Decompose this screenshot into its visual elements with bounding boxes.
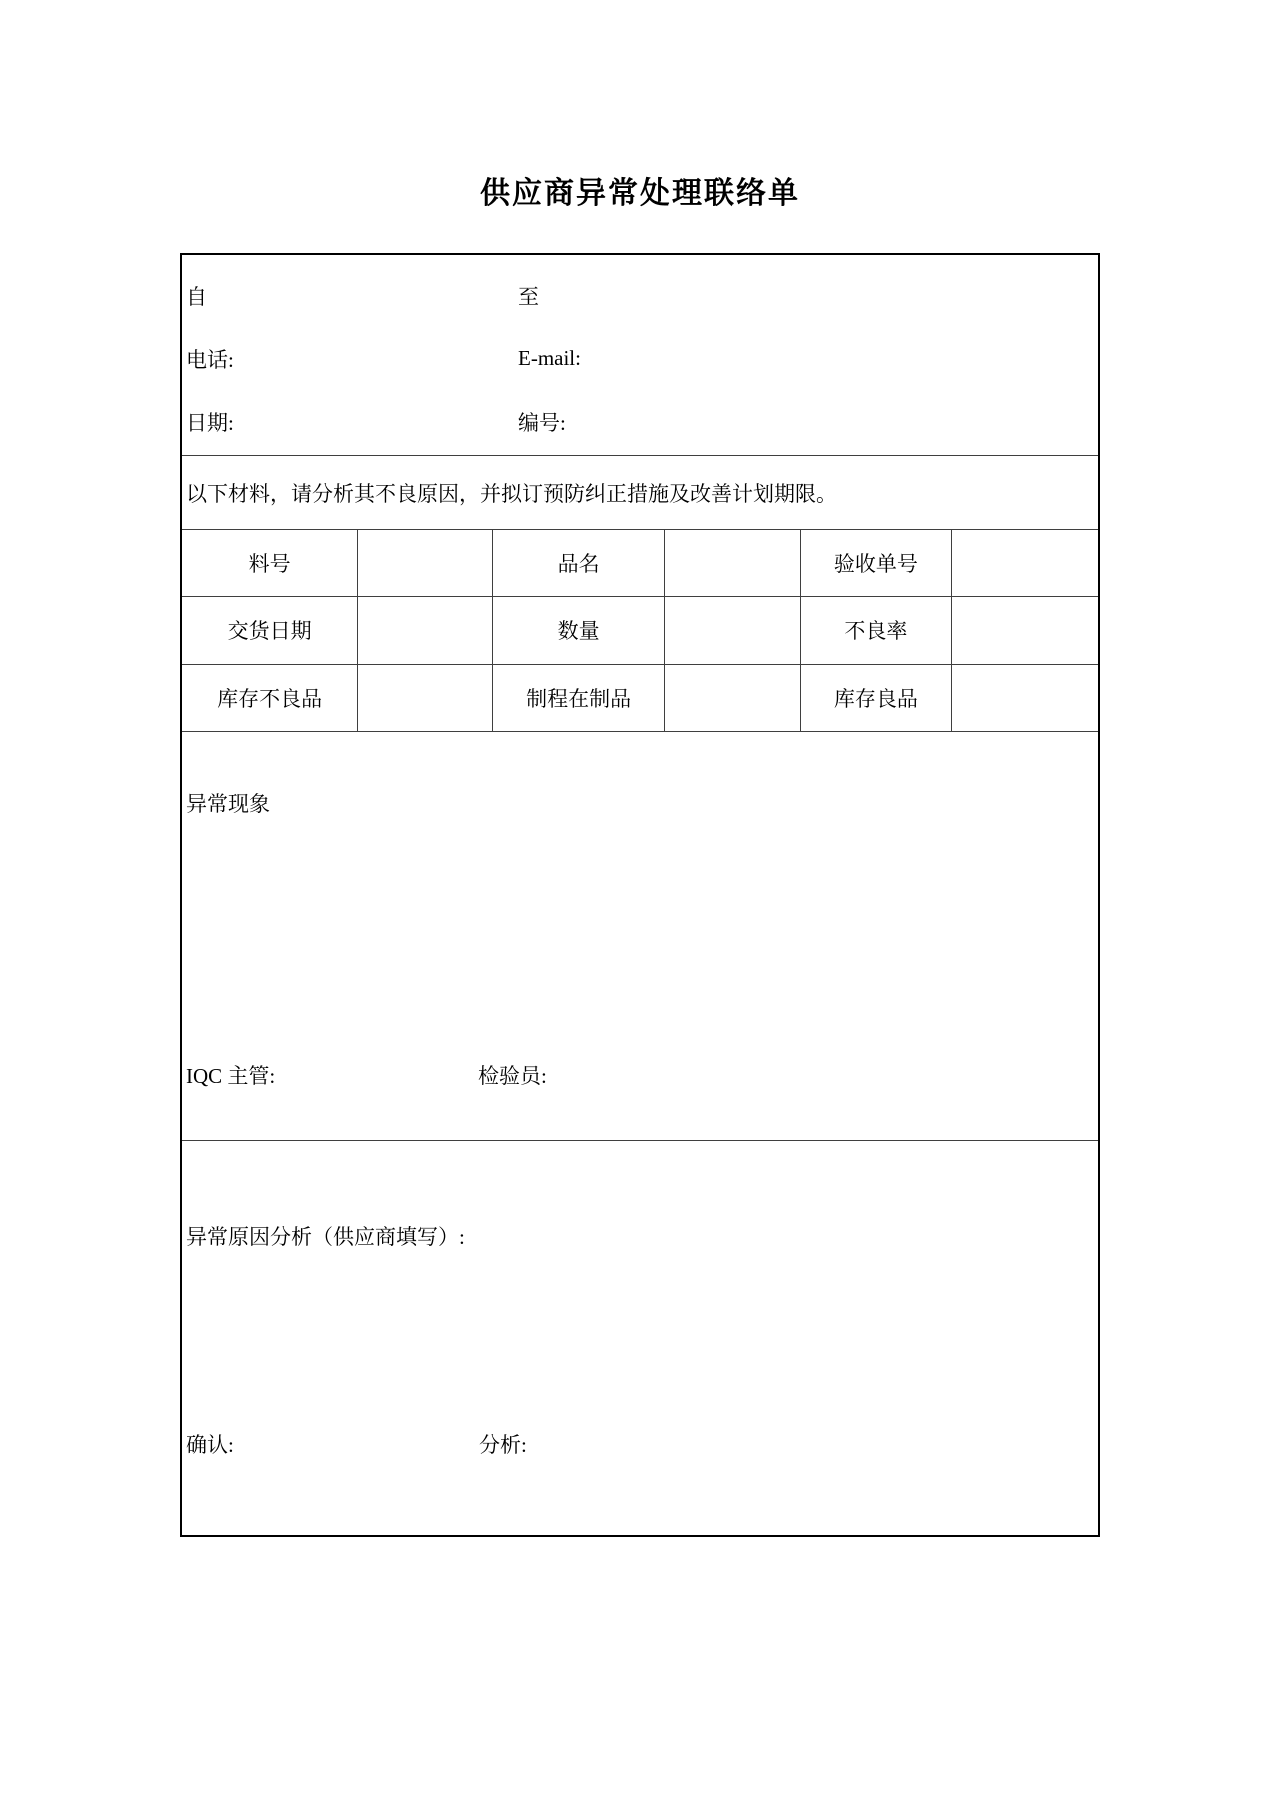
stock-defective-value-cell[interactable] — [358, 664, 493, 731]
contact-header-section[interactable] — [182, 255, 1098, 455]
supplier-exception-form — [180, 253, 1100, 1537]
confirm-label: 确认: — [186, 1433, 234, 1457]
material-info-grid — [182, 530, 1098, 731]
material-no-value-cell[interactable] — [358, 530, 493, 597]
cause-analysis-section[interactable] — [182, 1140, 1098, 1535]
phone-label: 电话: — [186, 347, 234, 372]
email-label: E-mail: — [518, 346, 581, 370]
table-row — [182, 530, 1098, 597]
defect-rate-value-cell[interactable] — [951, 597, 1098, 664]
abnormal-phenomenon-section[interactable] — [182, 731, 1098, 1140]
material-no-label: 料号 — [182, 530, 358, 597]
analyze-label: 分析: — [479, 1433, 527, 1457]
instruction-section — [182, 455, 1098, 529]
stock-good-label: 库存良品 — [800, 664, 951, 731]
acceptance-no-value-cell[interactable] — [951, 530, 1098, 597]
stock-defective-label: 库存不良品 — [182, 664, 358, 731]
quantity-value-cell[interactable] — [665, 597, 801, 664]
delivery-date-value-cell[interactable] — [358, 597, 493, 664]
from-to-row — [182, 264, 1098, 327]
quantity-label: 数量 — [493, 597, 665, 664]
abnormal-phenomenon-label: 异常现象 — [186, 792, 270, 816]
phone-email-row — [182, 327, 1098, 390]
inspector-label: 检验员: — [478, 1064, 547, 1088]
date-label: 日期: — [186, 410, 234, 435]
instruction-text: 以下材料，请分析其不良原因，并拟订预防纠正措施及改善计划期限。 — [186, 481, 837, 506]
table-row — [182, 664, 1098, 731]
code-label: 编号: — [518, 410, 566, 435]
from-label: 自 — [186, 284, 207, 309]
date-code-row — [182, 390, 1098, 453]
table-row — [182, 597, 1098, 664]
wip-in-process-label: 制程在制品 — [493, 664, 665, 731]
to-label: 至 — [518, 284, 539, 309]
stock-good-value-cell[interactable] — [951, 664, 1098, 731]
cause-analysis-label: 异常原因分析（供应商填写）: — [186, 1225, 465, 1249]
delivery-date-label: 交货日期 — [182, 597, 358, 664]
wip-in-process-value-cell[interactable] — [665, 664, 801, 731]
material-info-grid-section — [182, 529, 1098, 731]
product-name-value-cell[interactable] — [665, 530, 801, 597]
product-name-label: 品名 — [493, 530, 665, 597]
iqc-supervisor-label: IQC 主管: — [186, 1064, 276, 1088]
defect-rate-label: 不良率 — [800, 597, 951, 664]
acceptance-no-label: 验收单号 — [800, 530, 951, 597]
page-title: 供应商异常处理联络单 — [480, 177, 800, 210]
